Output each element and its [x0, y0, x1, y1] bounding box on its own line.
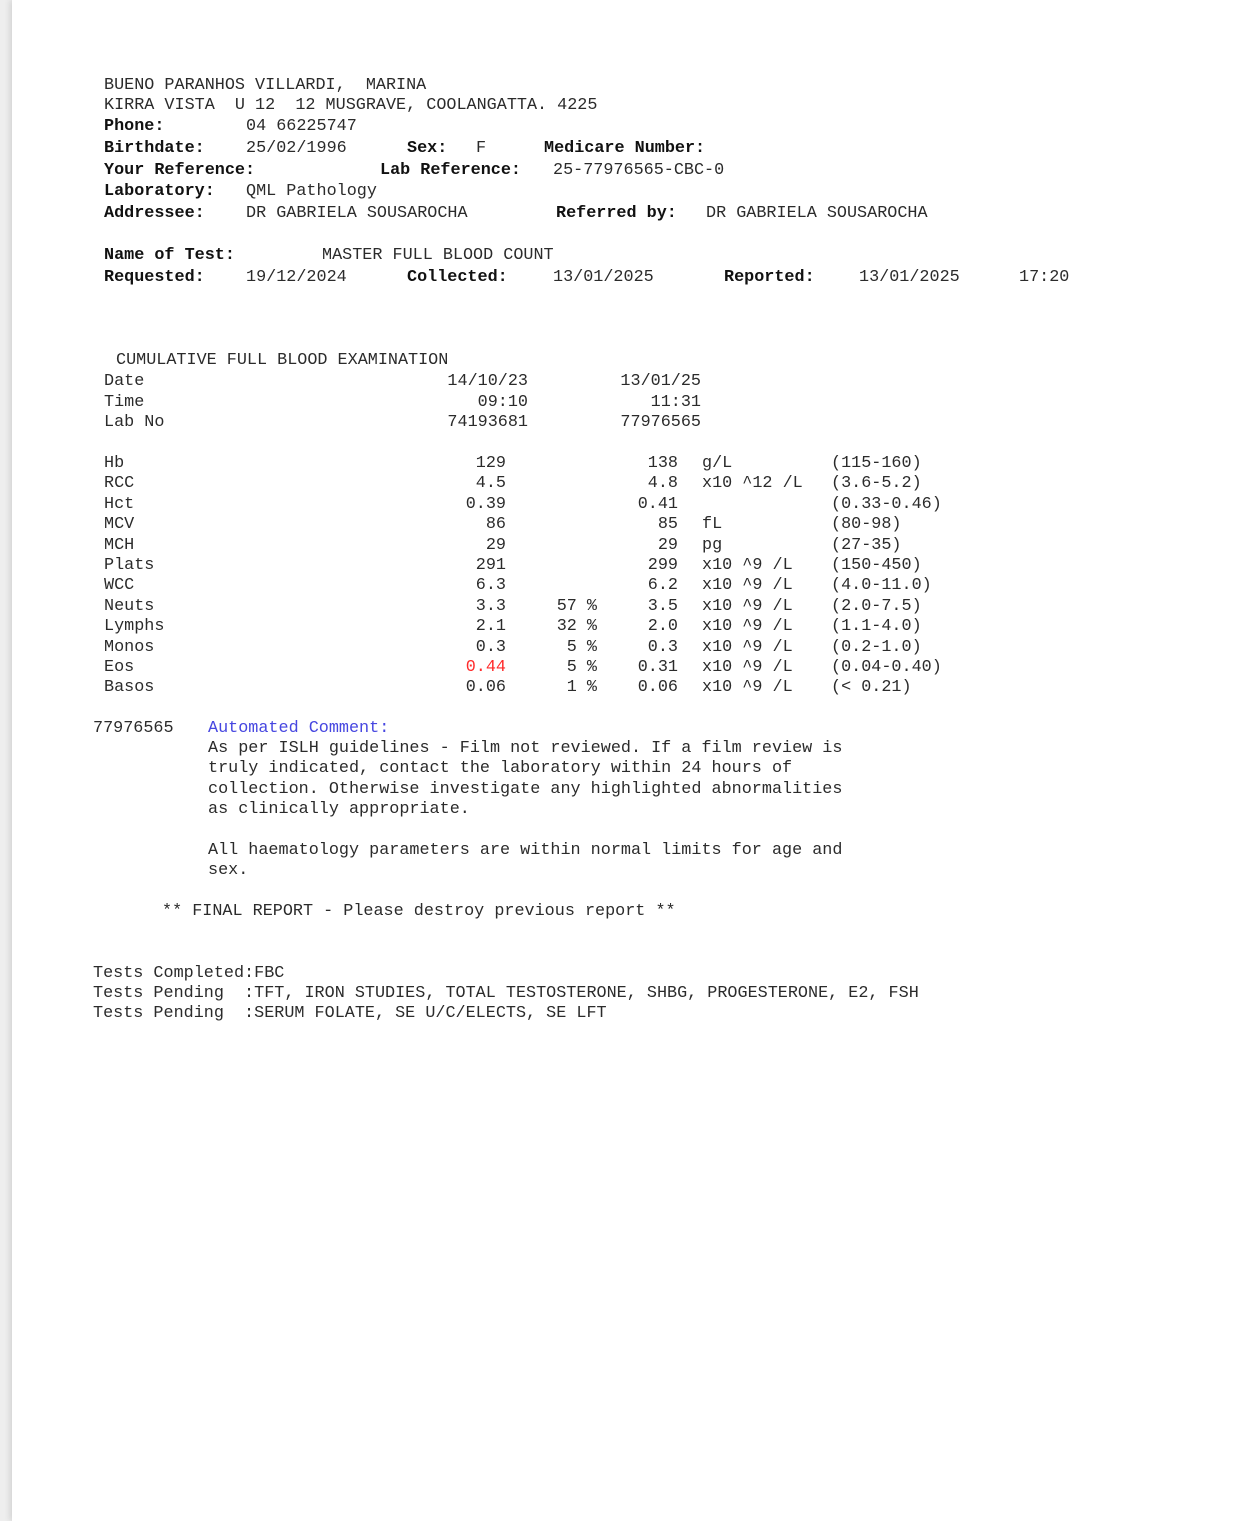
final-report-notice: ** FINAL REPORT - Please destroy previous report ** — [162, 902, 676, 921]
result-unit: pg — [702, 535, 723, 555]
medicare-label: Medicare Number: — [544, 139, 706, 158]
result-unit: x10 ^9 /L — [702, 617, 793, 637]
comment-line: as clinically appropriate. — [208, 800, 470, 820]
result-unit: x10 ^9 /L — [702, 658, 793, 677]
result-value-current: 0.31 — [637, 658, 678, 677]
laboratory-value: QML Pathology — [246, 182, 377, 201]
automated-comment-heading: Automated Comment: — [208, 719, 390, 738]
tests-status-line: Tests Completed:FBC — [93, 964, 285, 983]
report-page — [12, 0, 1245, 1521]
reported-date: 13/01/2025 — [859, 268, 960, 287]
result-percent: 32 % — [556, 617, 597, 637]
result-unit: x10 ^9 /L — [702, 637, 793, 657]
sex-value: F — [476, 139, 487, 158]
results-header-col1: 09:10 — [477, 392, 528, 412]
tests-status-line: Tests Pending :SERUM FOLATE, SE U/C/ELECTS, SE LFT — [93, 1004, 607, 1023]
result-reference-range: (2.0-7.5) — [831, 596, 922, 616]
result-unit: x10 ^9 /L — [702, 678, 793, 698]
tests-status-line: Tests Pending :TFT, IRON STUDIES, TOTAL TESTOSTERONE, SHBG, PROGESTERONE, E2, FSH — [93, 984, 919, 1003]
result-value-prev: 6.3 — [475, 576, 506, 596]
result-value-current: 85 — [657, 515, 678, 535]
result-percent: 5 % — [566, 637, 597, 657]
result-reference-range: (3.6-5.2) — [831, 474, 922, 494]
comment-line: collection. Otherwise investigate any highlighted abnormalities — [208, 779, 843, 799]
lab-reference-value: 25-77976565-CBC-0 — [553, 161, 725, 180]
comment-line: sex. — [208, 861, 249, 881]
result-value-prev: 0.39 — [465, 494, 506, 514]
result-unit: x10 ^9 /L — [702, 596, 793, 616]
result-reference-range: (27-35) — [831, 535, 902, 555]
sex-label: Sex: — [407, 139, 448, 158]
result-reference-range: (< 0.21) — [831, 678, 912, 698]
result-value-prev: 0.06 — [465, 678, 506, 698]
result-value-current: 3.5 — [647, 596, 678, 616]
result-value-current: 6.2 — [647, 576, 678, 596]
result-value-current: 29 — [657, 535, 678, 555]
reported-label: Reported: — [724, 268, 815, 287]
laboratory-label: Laboratory: — [104, 182, 215, 201]
result-unit: x10 ^9 /L — [702, 576, 793, 596]
result-value-current: 0.41 — [637, 494, 678, 514]
requested-value: 19/12/2024 — [246, 268, 347, 287]
birthdate-value: 25/02/1996 — [246, 139, 347, 158]
result-value-current: 2.0 — [647, 617, 678, 637]
result-percent: 57 % — [556, 596, 597, 616]
comment-line: All haematology parameters are within normal limits for age and — [208, 841, 843, 860]
referred-by-label: Referred by: — [556, 204, 677, 223]
result-unit: x10 ^9 /L — [702, 556, 793, 575]
comment-line: truly indicated, contact the laboratory within 24 hours of — [208, 759, 793, 779]
result-reference-range: (150-450) — [831, 556, 922, 575]
result-unit: fL — [702, 515, 723, 535]
result-value-prev: 29 — [485, 535, 506, 555]
result-name: Basos — [104, 678, 155, 698]
result-reference-range: (4.0-11.0) — [831, 576, 932, 596]
result-value-prev: 291 — [475, 556, 506, 575]
result-reference-range: (0.2-1.0) — [831, 637, 922, 657]
addressee-label: Addressee: — [104, 204, 205, 223]
result-reference-range: (0.33-0.46) — [831, 494, 942, 514]
result-value-prev: 3.3 — [475, 596, 506, 616]
phone-value: 04 66225747 — [246, 117, 357, 136]
result-reference-range: (1.1-4.0) — [831, 617, 922, 637]
birthdate-label: Birthdate: — [104, 139, 205, 158]
result-name: RCC — [104, 474, 135, 494]
patient-address: KIRRA VISTA U 12 12 MUSGRAVE, COOLANGATTA. 4225 — [104, 96, 598, 115]
patient-name: BUENO PARANHOS VILLARDI, MARINA — [104, 76, 427, 95]
result-name: Hb — [104, 454, 125, 473]
test-name-label: Name of Test: — [104, 246, 235, 265]
result-name: MCV — [104, 515, 135, 535]
result-value-current: 138 — [647, 454, 678, 473]
result-name: Eos — [104, 658, 135, 677]
referred-by-value: DR GABRIELA SOUSAROCHA — [706, 204, 928, 223]
result-reference-range: (80-98) — [831, 515, 902, 535]
comment-line: As per ISLH guidelines - Film not reviewed. If a film review is — [208, 739, 843, 758]
test-name-value: MASTER FULL BLOOD COUNT — [322, 246, 554, 265]
requested-label: Requested: — [104, 268, 205, 287]
results-header-label: Time — [104, 392, 145, 412]
result-value-current: 299 — [647, 556, 678, 575]
results-header-col1: 14/10/23 — [447, 372, 528, 391]
result-value-prev: 129 — [475, 454, 506, 473]
result-value-prev: 0.3 — [475, 637, 506, 657]
collected-value: 13/01/2025 — [553, 268, 654, 287]
results-header-col2: 13/01/25 — [620, 372, 701, 391]
result-name: Hct — [104, 494, 135, 514]
result-percent: 5 % — [566, 658, 597, 677]
result-name: Monos — [104, 637, 155, 657]
result-name: Plats — [104, 556, 155, 575]
results-header-label: Lab No — [104, 413, 165, 432]
result-name: WCC — [104, 576, 135, 596]
results-header-col2: 11:31 — [650, 392, 701, 412]
result-unit: g/L — [702, 454, 733, 473]
result-name: MCH — [104, 535, 135, 555]
result-value-current: 0.3 — [647, 637, 678, 657]
result-value-prev-abnormal: 0.44 — [465, 658, 506, 677]
result-name: Neuts — [104, 596, 155, 616]
result-value-current: 0.06 — [637, 678, 678, 698]
collected-label: Collected: — [407, 268, 508, 287]
results-header-label: Date — [104, 372, 145, 391]
results-header-col2: 77976565 — [620, 413, 701, 432]
result-unit: x10 ^12 /L — [702, 474, 803, 494]
results-title: CUMULATIVE FULL BLOOD EXAMINATION — [116, 351, 449, 370]
reported-time: 17:20 — [1019, 268, 1070, 287]
result-reference-range: (115-160) — [831, 454, 922, 473]
result-percent: 1 % — [566, 678, 597, 698]
phone-label: Phone: — [104, 117, 165, 136]
result-name: Lymphs — [104, 617, 165, 637]
result-value-current: 4.8 — [647, 474, 678, 494]
addressee-value: DR GABRIELA SOUSAROCHA — [246, 204, 468, 223]
result-value-prev: 2.1 — [475, 617, 506, 637]
result-value-prev: 4.5 — [475, 474, 506, 494]
your-reference-label: Your Reference: — [104, 161, 256, 180]
results-header-col1: 74193681 — [447, 413, 528, 432]
result-value-prev: 86 — [485, 515, 506, 535]
result-reference-range: (0.04-0.40) — [831, 658, 942, 677]
lab-reference-label: Lab Reference: — [380, 161, 521, 180]
comment-lab-number: 77976565 — [93, 719, 174, 738]
